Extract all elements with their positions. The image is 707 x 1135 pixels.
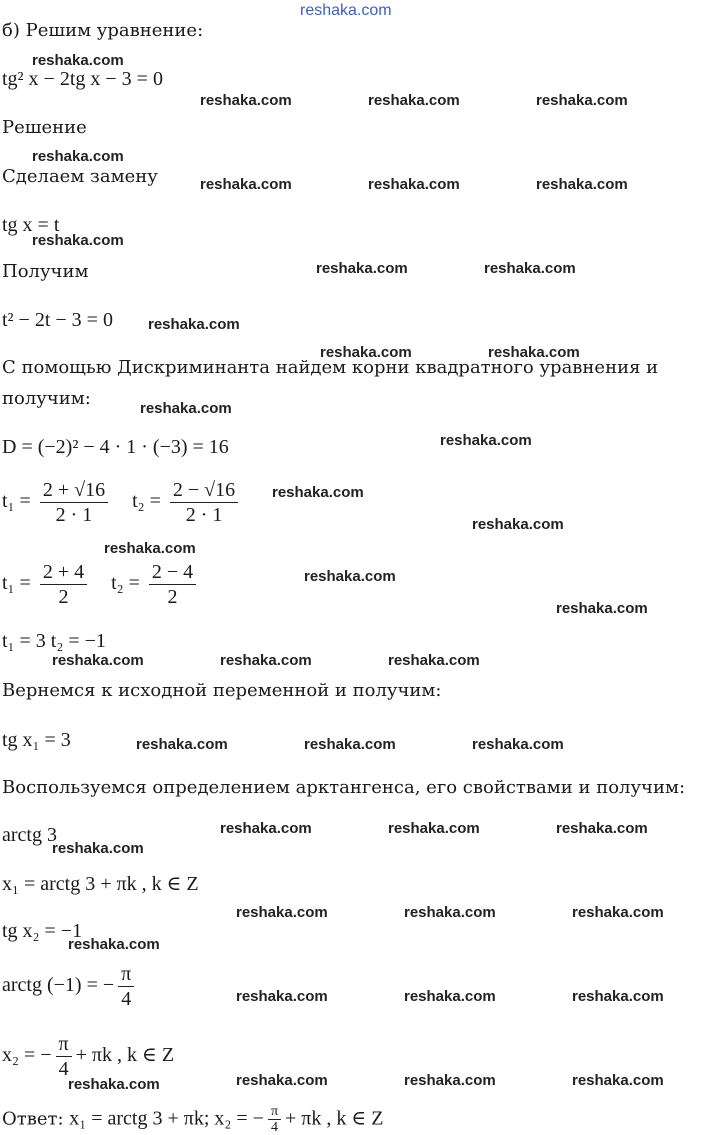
watermark: reshaka.com — [220, 652, 312, 669]
watermark: reshaka.com — [484, 260, 576, 277]
t1-numerator: 2 + √16 — [40, 478, 108, 503]
x2-lhs: x₂ = − — [2, 1044, 52, 1067]
arctg3: arctg 3 — [2, 824, 57, 846]
watermark: reshaka.com — [556, 820, 648, 837]
site-watermark-header: reshaka.com — [300, 2, 392, 19]
equation: tg² x − 2tg x − 3 = 0 — [2, 68, 163, 90]
watermark: reshaka.com — [472, 516, 564, 533]
t2-denominator: 2 · 1 — [185, 504, 223, 526]
watermark: reshaka.com — [536, 176, 628, 193]
task-title: б) Решим уравнение: — [2, 20, 204, 41]
watermark: reshaka.com — [320, 344, 412, 361]
watermark: reshaka.com — [52, 652, 144, 669]
watermark: reshaka.com — [404, 988, 496, 1005]
watermark: reshaka.com — [104, 540, 196, 557]
watermark: reshaka.com — [68, 936, 160, 953]
t2-numerator: 2 − 4 — [149, 560, 196, 585]
roots-values: t₁ = 3 t₂ = −1 — [2, 630, 106, 652]
pi-numerator: π — [268, 1104, 281, 1120]
t1-denominator: 2 · 1 — [55, 504, 93, 526]
answer-label: Ответ: — [2, 1108, 64, 1130]
watermark: reshaka.com — [536, 92, 628, 109]
t2-denominator: 2 — [167, 586, 178, 608]
discriminant-eq: D = (−2)² − 4 · 1 · (−3) = 16 — [2, 436, 229, 458]
substitution-text: Сделаем замену — [2, 166, 158, 187]
watermark: reshaka.com — [32, 232, 124, 249]
return-text: Вернемся к исходной переменной и получим: — [2, 680, 442, 701]
x1-solution: x₁ = arctg 3 + πk , k ∈ Z — [2, 873, 199, 895]
watermark: reshaka.com — [52, 840, 144, 857]
watermark: reshaka.com — [236, 1072, 328, 1089]
watermark: reshaka.com — [136, 736, 228, 753]
watermark: reshaka.com — [472, 736, 564, 753]
solution-heading: Решение — [2, 117, 87, 138]
t2-numerator: 2 − √16 — [170, 478, 238, 503]
four-denominator: 4 — [58, 1058, 69, 1080]
watermark: reshaka.com — [368, 92, 460, 109]
watermark: reshaka.com — [572, 988, 664, 1005]
answer — [2, 1104, 383, 1135]
watermark: reshaka.com — [148, 316, 240, 333]
arctg-text: Воспользуемся определением арктангенса, его свойствами и получим: — [2, 777, 686, 798]
tg-x1-eq: tg x₁ = 3 — [2, 729, 71, 751]
watermark: reshaka.com — [304, 736, 396, 753]
t1-label: t₁ = — [2, 572, 31, 595]
discriminant-text-2: получим: — [2, 388, 91, 409]
watermark: reshaka.com — [200, 92, 292, 109]
watermark: reshaka.com — [316, 260, 408, 277]
watermark: reshaka.com — [388, 820, 480, 837]
watermark: reshaka.com — [32, 52, 124, 69]
watermark: reshaka.com — [272, 484, 364, 501]
quadratic-eq: t² − 2t − 3 = 0 — [2, 309, 113, 331]
watermark: reshaka.com — [32, 148, 124, 165]
watermark: reshaka.com — [220, 820, 312, 837]
t2-label: t₂ = — [111, 572, 140, 595]
arctg-minus1 — [2, 962, 138, 1011]
watermark: reshaka.com — [68, 1076, 160, 1093]
watermark: reshaka.com — [368, 176, 460, 193]
roots-formula — [2, 478, 242, 527]
x2-rhs: + πk , k ∈ Z — [75, 1044, 175, 1067]
t1-denominator: 2 — [58, 586, 69, 608]
pi-numerator: π — [56, 1032, 72, 1057]
four-denominator: 4 — [270, 1120, 278, 1135]
answer-part1: x₁ = arctg 3 + πk; x₂ = − — [69, 1107, 264, 1130]
watermark: reshaka.com — [304, 568, 396, 585]
watermark: reshaka.com — [572, 1072, 664, 1089]
watermark: reshaka.com — [404, 904, 496, 921]
roots-simplified — [2, 560, 200, 609]
watermark: reshaka.com — [200, 176, 292, 193]
t1-numerator: 2 + 4 — [40, 560, 87, 585]
watermark: reshaka.com — [572, 904, 664, 921]
arctg-minus1-lhs: arctg (−1) = − — [2, 974, 115, 997]
discriminant-text: С помощью Дискриминанта найдем корни квадратного уравнения и — [2, 357, 659, 378]
tg-x2-eq: tg x₂ = −1 — [2, 920, 83, 942]
get-text: Получим — [2, 261, 89, 282]
four-denominator: 4 — [121, 988, 132, 1010]
watermark: reshaka.com — [556, 600, 648, 617]
t1-label: t₁ = — [2, 490, 31, 513]
watermark: reshaka.com — [388, 652, 480, 669]
watermark: reshaka.com — [236, 904, 328, 921]
watermark: reshaka.com — [236, 988, 328, 1005]
answer-part2: + πk , k ∈ Z — [285, 1107, 384, 1130]
substitution-eq: tg x = t — [2, 214, 60, 236]
x2-solution — [2, 1032, 174, 1081]
watermark: reshaka.com — [404, 1072, 496, 1089]
watermark: reshaka.com — [440, 432, 532, 449]
watermark: reshaka.com — [488, 344, 580, 361]
t2-label: t₂ = — [132, 490, 161, 513]
watermark: reshaka.com — [140, 400, 232, 417]
pi-numerator: π — [118, 962, 134, 987]
